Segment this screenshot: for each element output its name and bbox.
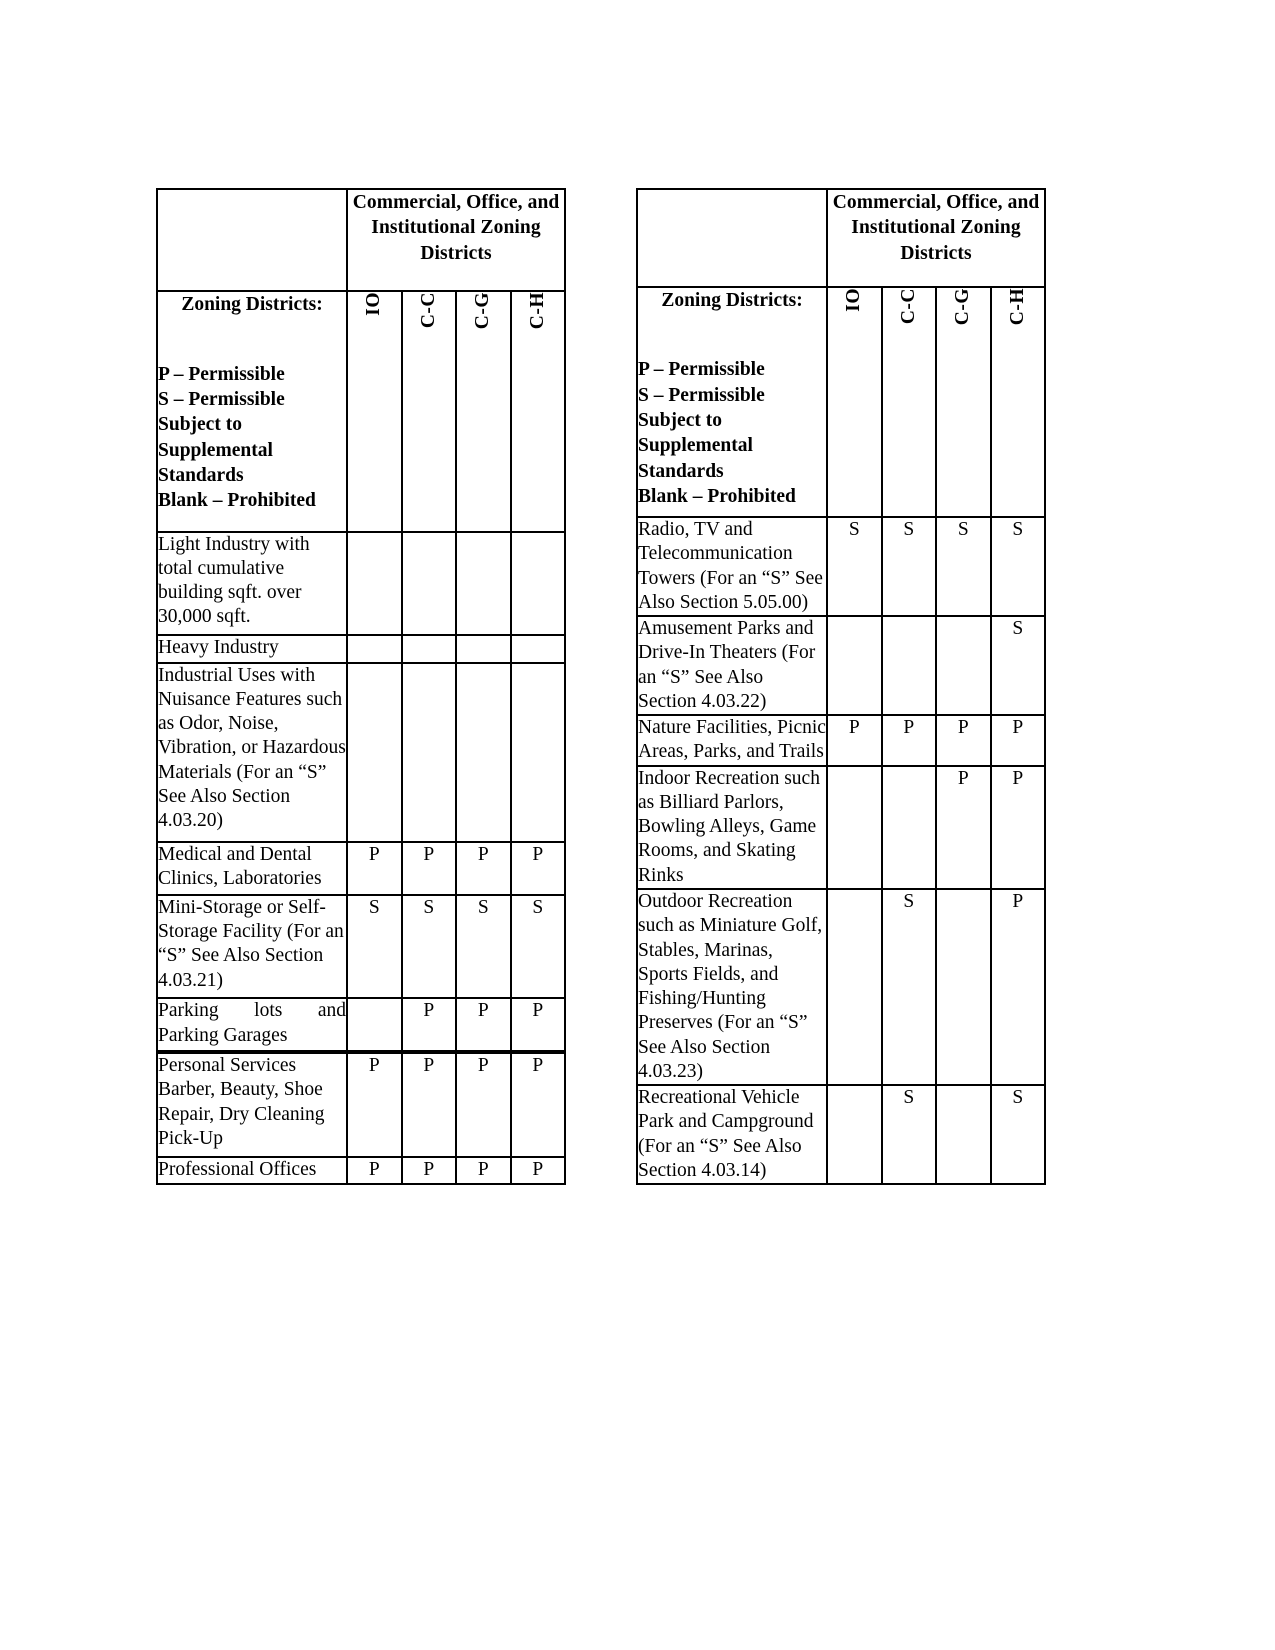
permission-cell-cg: P — [456, 842, 511, 895]
table-row — [157, 998, 565, 1051]
table-row — [637, 889, 1045, 1085]
table-row — [157, 842, 565, 895]
table-row — [157, 532, 565, 635]
table-legend-row — [157, 291, 565, 531]
use-description-cell: Personal Services Barber, Beauty, Shoe Repair, Dry Cleaning Pick-Up — [157, 1053, 347, 1156]
permission-cell-cg — [936, 1085, 991, 1184]
permission-cell-io: P — [347, 842, 402, 895]
permission-cell-io — [347, 998, 402, 1051]
column-header-cg-label: C-G — [952, 288, 974, 326]
use-description-cell: Mini-Storage or Self-Storage Facility (For an “S” See Also Section 4.03.21) — [157, 895, 347, 998]
permission-cell-io: S — [347, 895, 402, 998]
legend-line-0: P – Permissible — [638, 359, 765, 381]
permission-cell-cg — [456, 663, 511, 843]
legend-title: Zoning Districts: — [661, 290, 803, 311]
use-description-cell: Professional Offices — [157, 1157, 347, 1184]
permission-cell-ch: P — [991, 889, 1046, 1085]
header-blank-cell — [157, 189, 347, 291]
permission-cell-cc — [882, 766, 937, 889]
column-header-cc — [402, 291, 457, 531]
header-blank-cell — [637, 189, 827, 287]
permission-cell-ch: P — [991, 715, 1046, 766]
legend-title: Zoning Districts: — [181, 294, 323, 316]
table-row — [637, 715, 1045, 766]
header-group-title: Commercial, Office, and Institutional Zoning Districts — [347, 189, 565, 291]
use-description-cell: Nature Facilities, Picnic Areas, Parks, and Trails — [637, 715, 827, 766]
permission-cell-ch: S — [991, 616, 1046, 715]
zoning-table-right-body — [637, 517, 1045, 1184]
zoning-table-left — [156, 188, 566, 1185]
permission-cell-ch — [511, 663, 566, 843]
table-row — [157, 1157, 565, 1184]
use-description-cell: Heavy Industry — [157, 635, 347, 662]
permission-cell-cg — [936, 616, 991, 715]
column-header-cg-label: C-G — [472, 292, 494, 330]
table-header-group-row — [157, 189, 565, 291]
use-description-cell: Parking lots and Parking Garages — [157, 998, 347, 1051]
permission-cell-cc — [402, 663, 457, 843]
use-description-cell: Light Industry with total cumulative building sqft. over 30,000 sqft. — [157, 532, 347, 635]
legend-line-2: Subject to — [638, 410, 722, 432]
legend-cell — [157, 291, 347, 531]
permission-cell-ch: P — [511, 998, 566, 1051]
permission-cell-cg: P — [936, 766, 991, 889]
column-header-cg — [936, 287, 991, 517]
permission-cell-ch: S — [991, 1085, 1046, 1184]
legend-lines — [158, 362, 346, 514]
zoning-tables-container — [0, 188, 1275, 1185]
permission-cell-cc: S — [402, 895, 457, 998]
permission-cell-io — [827, 1085, 882, 1184]
column-header-cc — [882, 287, 937, 517]
column-header-io — [827, 287, 882, 517]
permission-cell-io — [347, 532, 402, 635]
permission-cell-cg — [456, 635, 511, 662]
column-header-ch-label: C-H — [526, 292, 548, 330]
permission-cell-io: P — [827, 715, 882, 766]
legend-line-3: Supplemental — [158, 439, 273, 461]
permission-cell-io: S — [827, 517, 882, 616]
permission-cell-ch: P — [991, 766, 1046, 889]
permission-cell-ch — [511, 635, 566, 662]
column-header-cc-label: C-C — [897, 288, 919, 325]
column-header-ch — [991, 287, 1046, 517]
permission-cell-io: P — [347, 1157, 402, 1184]
table-header-group-row — [637, 189, 1045, 287]
permission-cell-cc: P — [882, 715, 937, 766]
permission-cell-ch: P — [511, 1157, 566, 1184]
use-description-cell: Outdoor Recreation such as Miniature Golf, Stables, Marinas, Sports Fields, and Fishing/Hunting Preserves (For an “S” See Also Section 4.03.23) — [637, 889, 827, 1085]
permission-cell-ch: S — [991, 517, 1046, 616]
permission-cell-ch — [511, 532, 566, 635]
table-row — [637, 517, 1045, 616]
permission-cell-io — [827, 616, 882, 715]
table-row — [637, 616, 1045, 715]
permission-cell-cg — [936, 889, 991, 1085]
permission-cell-cg: P — [456, 1157, 511, 1184]
use-description-cell: Industrial Uses with Nuisance Features such as Odor, Noise, Vibration, or Hazardous Materials (For an “S” See Also Section 4.03.20) — [157, 663, 347, 843]
use-description-cell: Medical and Dental Clinics, Laboratories — [157, 842, 347, 895]
legend-line-3: Supplemental — [638, 435, 753, 457]
permission-cell-io — [347, 663, 402, 843]
column-header-cc-label: C-C — [417, 292, 439, 329]
permission-cell-cg: P — [456, 1053, 511, 1156]
permission-cell-cc — [402, 532, 457, 635]
permission-cell-cc: P — [402, 1157, 457, 1184]
permission-cell-cc: P — [402, 842, 457, 895]
table-row — [157, 635, 565, 662]
table-legend-row — [637, 287, 1045, 517]
legend-line-1: S – Permissible — [158, 389, 285, 411]
legend-line-5: Blank – Prohibited — [158, 490, 316, 512]
permission-cell-cg: S — [936, 517, 991, 616]
permission-cell-cc: S — [882, 889, 937, 1085]
table-row — [637, 1085, 1045, 1184]
use-description-cell: Radio, TV and Telecommunication Towers (For an “S” See Also Section 5.05.00) — [637, 517, 827, 616]
table-row — [637, 766, 1045, 889]
legend-line-0: P – Permissible — [158, 363, 285, 385]
column-header-io — [347, 291, 402, 531]
permission-cell-io — [347, 635, 402, 662]
legend-line-1: S – Permissible — [638, 384, 765, 406]
column-header-ch-label: C-H — [1006, 288, 1028, 326]
permission-cell-ch: P — [511, 842, 566, 895]
permission-cell-cg — [456, 532, 511, 635]
table-row — [157, 1053, 565, 1156]
legend-line-2: Subject to — [158, 414, 242, 436]
column-header-ch — [511, 291, 566, 531]
permission-cell-ch: S — [511, 895, 566, 998]
permission-cell-io — [827, 766, 882, 889]
permission-cell-cc — [882, 616, 937, 715]
use-description-cell: Indoor Recreation such as Billiard Parlors, Bowling Alleys, Game Rooms, and Skating Rinks — [637, 766, 827, 889]
permission-cell-cg: S — [456, 895, 511, 998]
table-row — [157, 895, 565, 998]
use-description-cell: Recreational Vehicle Park and Campground (For an “S” See Also Section 4.03.14) — [637, 1085, 827, 1184]
column-header-cg — [456, 291, 511, 531]
permission-cell-cc: S — [882, 1085, 937, 1184]
permission-cell-io — [827, 889, 882, 1085]
zoning-table-left-body — [157, 532, 565, 1185]
permission-cell-cc: S — [882, 517, 937, 616]
zoning-table-right — [636, 188, 1046, 1185]
permission-cell-cc: P — [402, 1053, 457, 1156]
column-header-io-label: IO — [843, 288, 865, 312]
permission-cell-ch: P — [511, 1053, 566, 1156]
legend-lines — [638, 357, 826, 509]
legend-cell — [637, 287, 827, 517]
permission-cell-io: P — [347, 1053, 402, 1156]
permission-cell-cg: P — [936, 715, 991, 766]
permission-cell-cc: P — [402, 998, 457, 1051]
table-row — [157, 663, 565, 843]
use-description-cell: Amusement Parks and Drive-In Theaters (For an “S” See Also Section 4.03.22) — [637, 616, 827, 715]
permission-cell-cc — [402, 635, 457, 662]
legend-line-4: Standards — [158, 465, 244, 487]
permission-cell-cg: P — [456, 998, 511, 1051]
legend-line-4: Standards — [638, 460, 724, 482]
column-header-io-label: IO — [363, 292, 385, 317]
legend-line-5: Blank – Prohibited — [638, 486, 796, 508]
header-group-title: Commercial, Office, and Institutional Zoning Districts — [827, 189, 1045, 287]
